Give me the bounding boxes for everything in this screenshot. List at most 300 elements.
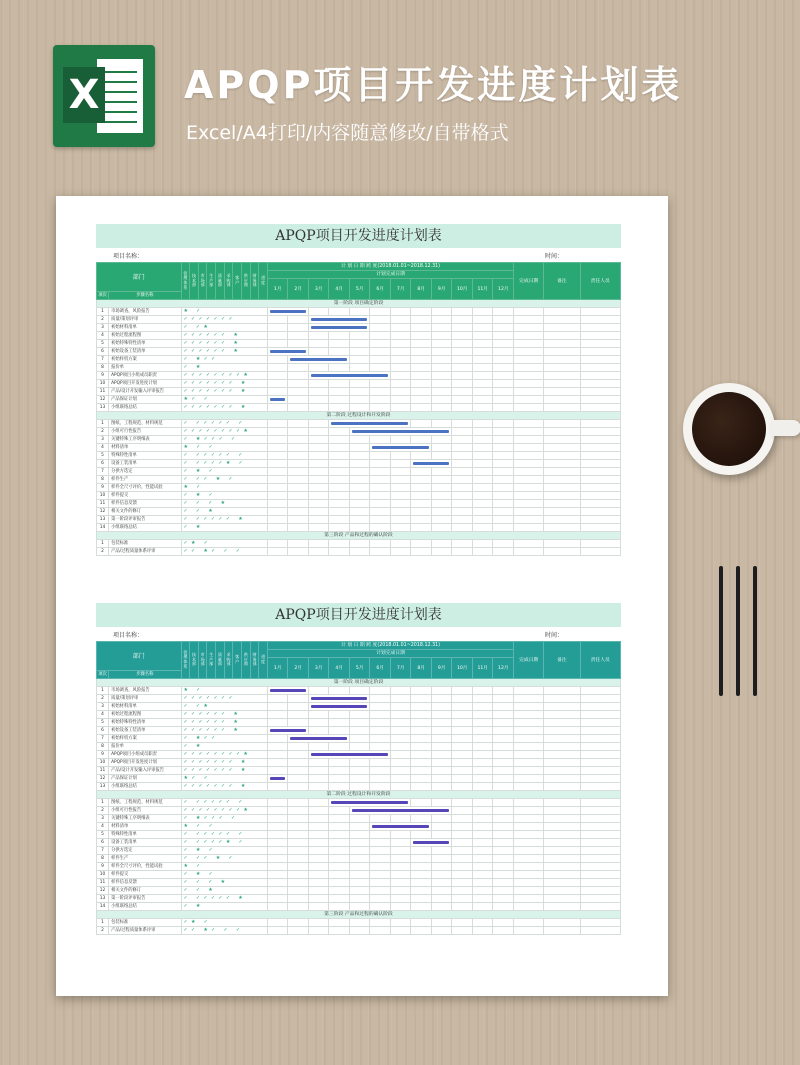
month-cell [431, 484, 452, 492]
month-cell [349, 396, 370, 404]
task-no: 8 [97, 855, 109, 863]
month-cell [308, 831, 329, 839]
done-cell [514, 444, 544, 452]
month-cell [390, 727, 411, 735]
month-cell [370, 919, 391, 927]
month-cell [308, 332, 329, 340]
month-cell [431, 847, 452, 855]
month-cell [452, 815, 473, 823]
task-marks: ✓✓✓✓✓✓ ★ [181, 711, 267, 719]
month-cell [267, 735, 288, 743]
owner-cell [580, 484, 621, 492]
month-10: 10月 [452, 279, 473, 300]
month-cell [288, 340, 309, 348]
month-cell [308, 807, 329, 815]
done-cell [514, 484, 544, 492]
month-cell [390, 380, 411, 388]
note-cell [544, 799, 580, 807]
month-cell [472, 324, 493, 332]
dept-col-4: 质量部 [216, 642, 225, 679]
note-cell [544, 815, 580, 823]
month-cell [308, 500, 329, 508]
dept-col-9: 进度 [259, 263, 268, 300]
month-cell [390, 524, 411, 532]
table-row [97, 743, 621, 751]
task-name: 产品保证计划 [109, 775, 181, 783]
month-cell [349, 887, 370, 895]
seq-header: 项次 [98, 293, 107, 298]
month-cell [329, 807, 350, 815]
task-no: 2 [97, 316, 109, 324]
task-no: 3 [97, 324, 109, 332]
month-cell [431, 380, 452, 388]
month-cell [452, 879, 473, 887]
month-cell [472, 879, 493, 887]
month-cell [370, 348, 391, 356]
month-cell [329, 783, 350, 791]
month-cell [390, 348, 411, 356]
month-cell [329, 775, 350, 783]
note-cell [544, 855, 580, 863]
project-name-label: 项目名称： [113, 253, 144, 260]
done-cell [514, 308, 544, 316]
month-cell [329, 687, 350, 695]
plan-finish-header: 计划完成日期 [267, 650, 513, 658]
month-cell [390, 436, 411, 444]
month-cell [390, 695, 411, 703]
month-cell [308, 743, 329, 751]
month-cell [288, 703, 309, 711]
month-cell [493, 372, 514, 380]
table-row [97, 476, 621, 484]
month-cell [308, 364, 329, 372]
month-cell [493, 879, 514, 887]
month-cell [431, 871, 452, 879]
month-cell [308, 444, 329, 452]
month-cell [390, 340, 411, 348]
table-row [97, 468, 621, 476]
gantt-bar [352, 809, 450, 812]
note-cell [544, 831, 580, 839]
month-cell [493, 548, 514, 556]
logo-letter: X [63, 67, 105, 123]
month-cell [288, 879, 309, 887]
month-cell [329, 468, 350, 476]
done-cell [514, 436, 544, 444]
note-cell [544, 436, 580, 444]
month-cell [308, 468, 329, 476]
task-no: 10 [97, 380, 109, 388]
task-no: 12 [97, 396, 109, 404]
month-cell [390, 484, 411, 492]
month-cell [431, 903, 452, 911]
month-cell [472, 775, 493, 783]
month-cell [493, 436, 514, 444]
task-marks: ✓✓✓✓✓✓ ★ [181, 332, 267, 340]
phase-title: 第二阶段 过程设计和开发阶段 [97, 791, 621, 799]
month-cell [267, 500, 288, 508]
month-cell [472, 340, 493, 348]
month-cell [472, 508, 493, 516]
task-name: 产品/过程质量体系评审 [109, 548, 181, 556]
done-cell [514, 476, 544, 484]
task-name: 材料清单 [109, 823, 181, 831]
month-cell [411, 332, 432, 340]
task-no: 5 [97, 719, 109, 727]
month-cell [411, 775, 432, 783]
note-cell [544, 863, 580, 871]
task-no: 1 [97, 687, 109, 695]
dept-col-5: 采购部 [224, 263, 233, 300]
owner-cell [580, 687, 621, 695]
phase-title: 第一阶段 项目确定阶段 [97, 300, 621, 308]
month-cell [493, 759, 514, 767]
month-cell [493, 903, 514, 911]
month-cell [288, 815, 309, 823]
month-cell [472, 308, 493, 316]
month-cell [411, 735, 432, 743]
task-no: 6 [97, 839, 109, 847]
month-5: 5月 [349, 279, 370, 300]
month-cell [390, 324, 411, 332]
dept-col-6: 客户 [233, 642, 242, 679]
month-cell [452, 887, 473, 895]
month-cell [390, 492, 411, 500]
task-marks: ✓✓✓✓✓✓✓ [181, 695, 267, 703]
task-no: 7 [97, 735, 109, 743]
owner-cell [580, 783, 621, 791]
note-cell [544, 420, 580, 428]
month-cell [370, 887, 391, 895]
month-cell [267, 508, 288, 516]
month-cell [308, 452, 329, 460]
month-cell [267, 927, 288, 935]
month-cell [329, 919, 350, 927]
month-cell [390, 815, 411, 823]
step-header-label: 步骤名称 [136, 672, 154, 677]
month-cell [349, 927, 370, 935]
month-cell [288, 711, 309, 719]
month-cell [267, 468, 288, 476]
month-cell [390, 855, 411, 863]
month-cell [452, 855, 473, 863]
month-1: 1月 [267, 658, 288, 679]
month-cell [308, 524, 329, 532]
month-cell [493, 332, 514, 340]
month-cell [452, 783, 473, 791]
month-cell [431, 735, 452, 743]
month-cell [267, 316, 288, 324]
month-cell [308, 767, 329, 775]
month-cell [329, 476, 350, 484]
table-row [97, 524, 621, 532]
done-cell [514, 887, 544, 895]
month-cell [472, 783, 493, 791]
month-10: 10月 [452, 658, 473, 679]
month-cell [452, 863, 473, 871]
done-cell [514, 823, 544, 831]
month-cell [472, 839, 493, 847]
month-cell [472, 500, 493, 508]
month-cell [370, 783, 391, 791]
month-cell [349, 863, 370, 871]
month-cell [267, 895, 288, 903]
month-cell [452, 428, 473, 436]
month-cell [288, 524, 309, 532]
month-cell [370, 711, 391, 719]
month-cell [349, 823, 370, 831]
month-cell [308, 687, 329, 695]
month-cell [370, 316, 391, 324]
task-no: 4 [97, 823, 109, 831]
done-cell [514, 500, 544, 508]
owner-cell [580, 332, 621, 340]
month-cell [452, 468, 473, 476]
month-cell [329, 540, 350, 548]
month-cell [288, 332, 309, 340]
month-cell [267, 484, 288, 492]
dept-col-0: 管理体系 [181, 642, 190, 679]
month-cell [472, 703, 493, 711]
task-marks: ✓ ★ [181, 524, 267, 532]
note-cell [544, 540, 580, 548]
month-cell [493, 871, 514, 879]
done-cell [514, 356, 544, 364]
task-no: 14 [97, 524, 109, 532]
month-cell [431, 863, 452, 871]
month-cell [370, 759, 391, 767]
done-cell [514, 759, 544, 767]
owner-cell [580, 879, 621, 887]
note-cell [544, 460, 580, 468]
task-marks: ✓✓✓✓✓✓✓ [181, 316, 267, 324]
done-cell [514, 340, 544, 348]
month-cell [493, 807, 514, 815]
gantt-bar [331, 422, 408, 425]
month-cell [390, 452, 411, 460]
month-cell [349, 879, 370, 887]
month-cell [472, 380, 493, 388]
month-cell [390, 308, 411, 316]
month-cell [493, 476, 514, 484]
task-no: 1 [97, 919, 109, 927]
month-cell [308, 476, 329, 484]
month-3: 3月 [308, 279, 329, 300]
task-marks: ✓ ★ [181, 743, 267, 751]
month-cell [472, 388, 493, 396]
note-header: 备注 [544, 263, 580, 300]
done-cell [514, 767, 544, 775]
month-cell [370, 879, 391, 887]
month-cell [329, 404, 350, 412]
task-name: 关键特殊工序明细表 [109, 815, 181, 823]
done-cell [514, 743, 544, 751]
month-cell [390, 388, 411, 396]
month-cell [329, 815, 350, 823]
month-cell [431, 687, 452, 695]
month-cell [390, 711, 411, 719]
month-cell [411, 687, 432, 695]
month-cell [452, 436, 473, 444]
month-cell [431, 767, 452, 775]
task-no: 12 [97, 508, 109, 516]
gantt-bar [311, 705, 368, 708]
task-name: 样件生产 [109, 476, 181, 484]
month-cell [431, 420, 452, 428]
month-cell [329, 759, 350, 767]
owner-cell [580, 839, 621, 847]
task-marks: ✓ ★ ✓ [181, 492, 267, 500]
month-cell [329, 500, 350, 508]
month-cell [349, 919, 370, 927]
dept-col-7: 供应商 [242, 642, 251, 679]
month-cell [411, 927, 432, 935]
month-cell [411, 879, 432, 887]
task-name: 小组联络总结 [109, 524, 181, 532]
month-cell [431, 396, 452, 404]
owner-cell [580, 903, 621, 911]
month-cell [390, 783, 411, 791]
task-no: 7 [97, 356, 109, 364]
month-cell [267, 380, 288, 388]
month-cell [267, 332, 288, 340]
dept-col-1: 技术部 [190, 263, 199, 300]
month-cell [431, 444, 452, 452]
month-cell [288, 759, 309, 767]
phase-title: 第三阶段 产品和过程的确认阶段 [97, 911, 621, 919]
task-name: 初始样机方案 [109, 735, 181, 743]
month-cell [390, 356, 411, 364]
owner-cell [580, 428, 621, 436]
month-cell [370, 492, 391, 500]
dept-col-8: 财务部 [250, 642, 259, 679]
month-cell [472, 484, 493, 492]
month-cell [431, 516, 452, 524]
schedule-table [96, 262, 621, 556]
month-cell [349, 783, 370, 791]
table-row [97, 847, 621, 855]
month-cell [493, 775, 514, 783]
month-cell [472, 847, 493, 855]
task-marks: ✓ ★ [181, 364, 267, 372]
month-cell [493, 452, 514, 460]
step-header-label: 步骤名称 [136, 293, 154, 298]
task-no: 2 [97, 927, 109, 935]
month-cell [308, 775, 329, 783]
month-cell [390, 903, 411, 911]
task-no: 2 [97, 695, 109, 703]
owner-cell [580, 863, 621, 871]
table-row [97, 372, 621, 380]
month-cell [472, 468, 493, 476]
task-name: 质量/策划评审 [109, 316, 181, 324]
note-cell [544, 703, 580, 711]
month-12: 12月 [493, 658, 514, 679]
schedule-table [96, 641, 621, 935]
sheet-title: APQP项目开发进度计划表 [96, 224, 621, 248]
month-cell [370, 436, 391, 444]
month-cell [329, 855, 350, 863]
month-7: 7月 [390, 658, 411, 679]
month-cell [349, 727, 370, 735]
month-cell [431, 540, 452, 548]
month-cell [431, 703, 452, 711]
done-cell [514, 687, 544, 695]
table-row [97, 548, 621, 556]
month-cell [411, 420, 432, 428]
note-cell [544, 743, 580, 751]
month-cell [288, 324, 309, 332]
month-cell [288, 887, 309, 895]
month-cell [452, 831, 473, 839]
task-marks: ✓ ✓✓✓✓★ ✓ [181, 460, 267, 468]
table-row [97, 508, 621, 516]
note-cell [544, 687, 580, 695]
task-no: 4 [97, 711, 109, 719]
month-cell [267, 324, 288, 332]
coffee [692, 392, 766, 466]
owner-cell [580, 767, 621, 775]
done-cell [514, 548, 544, 556]
month-cell [431, 332, 452, 340]
month-cell [329, 903, 350, 911]
month-cell [411, 468, 432, 476]
month-cell [390, 871, 411, 879]
table-row [97, 364, 621, 372]
month-cell [349, 476, 370, 484]
task-marks: ✓ ✓ ✓ ★ [181, 500, 267, 508]
month-cell [411, 727, 432, 735]
owner-cell [580, 695, 621, 703]
month-cell [493, 500, 514, 508]
done-cell [514, 775, 544, 783]
task-marks: ✓✓✓✓✓✓✓ ★ [181, 759, 267, 767]
month-cell [452, 703, 473, 711]
month-cell [370, 735, 391, 743]
month-cell [349, 444, 370, 452]
month-cell [288, 767, 309, 775]
month-cell [308, 420, 329, 428]
month-cell [349, 524, 370, 532]
done-cell [514, 348, 544, 356]
month-cell [390, 396, 411, 404]
month-cell [370, 903, 391, 911]
table-row [97, 759, 621, 767]
month-cell [349, 759, 370, 767]
task-name: 初始过程流程图 [109, 332, 181, 340]
month-cell [288, 508, 309, 516]
month-cell [288, 468, 309, 476]
month-cell [329, 847, 350, 855]
table-row [97, 871, 621, 879]
month-cell [493, 831, 514, 839]
month-3: 3月 [308, 658, 329, 679]
month-cell [452, 839, 473, 847]
task-no: 5 [97, 340, 109, 348]
month-cell [390, 895, 411, 903]
month-cell [493, 839, 514, 847]
month-cell [349, 735, 370, 743]
done-cell [514, 839, 544, 847]
month-cell [370, 687, 391, 695]
task-no: 9 [97, 484, 109, 492]
table-row [97, 751, 621, 759]
month-cell [308, 919, 329, 927]
pen-1 [719, 566, 723, 696]
month-cell [308, 839, 329, 847]
task-name: 第一阶段评审报告 [109, 516, 181, 524]
task-marks: ✓ ★✓✓✓ ✓ [181, 815, 267, 823]
